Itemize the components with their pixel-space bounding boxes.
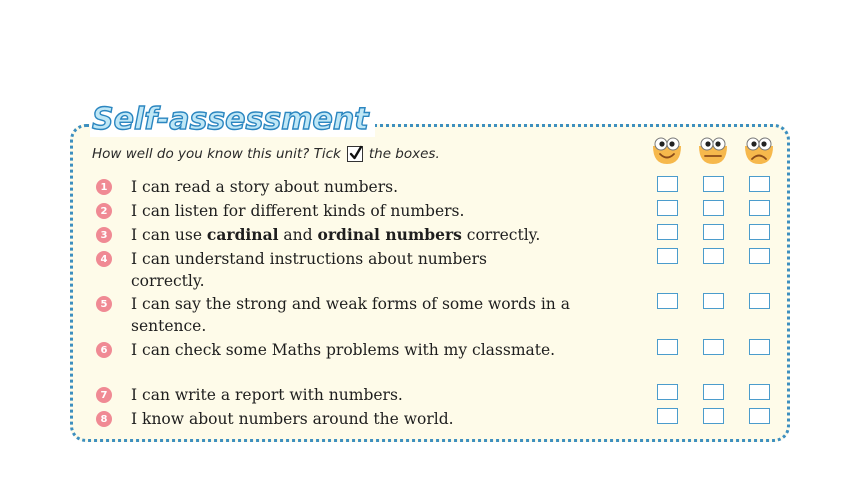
item-text xyxy=(131,176,651,198)
item-number-badge: 7 xyxy=(96,387,112,403)
checkbox-know-somewhat[interactable] xyxy=(703,293,724,309)
checkbox-not-sure[interactable] xyxy=(749,224,770,240)
bold-term: cardinal xyxy=(206,225,279,244)
item-text-run: I can check some Maths problems with my classmate. xyxy=(131,341,556,359)
list-item xyxy=(96,408,656,430)
item-number-badge: 3 xyxy=(96,227,112,243)
checkbox-not-sure[interactable] xyxy=(749,408,770,424)
item-text-run: I can say the strong and weak forms of some words in a sentence. xyxy=(131,295,570,335)
item-text xyxy=(131,384,651,406)
item-text-run: I can use xyxy=(131,226,207,244)
item-text xyxy=(131,224,651,246)
item-number-badge: 6 xyxy=(96,342,112,358)
list-item xyxy=(96,339,656,361)
checkbox-know-well[interactable] xyxy=(657,339,678,355)
checkbox-know-well[interactable] xyxy=(657,224,678,240)
checkbox-know-somewhat[interactable] xyxy=(703,408,724,424)
item-text-run: correctly. xyxy=(461,226,541,244)
item-text xyxy=(131,408,651,430)
item-text xyxy=(131,339,561,361)
list-item xyxy=(96,384,656,406)
checkbox-know-well[interactable] xyxy=(657,384,678,400)
item-number-badge: 2 xyxy=(96,203,112,219)
item-text-run: I can write a report with numbers. xyxy=(131,386,403,404)
checkbox-know-somewhat[interactable] xyxy=(703,176,724,192)
item-text-run: I can listen for different kinds of numbers. xyxy=(131,202,465,220)
item-text-run: I can understand instructions about numbers correctly. xyxy=(131,250,487,290)
checkbox-not-sure[interactable] xyxy=(749,176,770,192)
item-text-run: and xyxy=(278,226,318,244)
item-text xyxy=(131,248,561,292)
checkbox-not-sure[interactable] xyxy=(749,339,770,355)
checkbox-not-sure[interactable] xyxy=(749,384,770,400)
checkbox-not-sure[interactable] xyxy=(749,293,770,309)
checkbox-know-somewhat[interactable] xyxy=(703,339,724,355)
item-number-badge: 5 xyxy=(96,296,112,312)
item-number-badge: 8 xyxy=(96,411,112,427)
happy-face-icon xyxy=(650,136,684,166)
list-item xyxy=(96,176,656,198)
checkbox-know-somewhat[interactable] xyxy=(703,384,724,400)
list-item xyxy=(96,200,656,222)
bold-term: ordinal numbers xyxy=(317,225,462,244)
checkbox-not-sure[interactable] xyxy=(749,200,770,216)
item-text-run: I can read a story about numbers. xyxy=(131,178,399,196)
list-item xyxy=(96,224,656,246)
item-text xyxy=(131,200,651,222)
checkbox-know-well[interactable] xyxy=(657,408,678,424)
checkbox-not-sure[interactable] xyxy=(749,248,770,264)
section-title: Self-assessment xyxy=(90,103,375,137)
item-text-run: I know about numbers around the world. xyxy=(131,410,454,428)
checkbox-know-well[interactable] xyxy=(657,293,678,309)
item-number-badge: 1 xyxy=(96,179,112,195)
instruction-before: How well do you know this unit? Tick xyxy=(92,146,341,162)
list-item xyxy=(96,293,656,337)
checkbox-know-well[interactable] xyxy=(657,248,678,264)
checkbox-know-somewhat[interactable] xyxy=(703,224,724,240)
item-text xyxy=(131,293,646,337)
item-number-badge: 4 xyxy=(96,251,112,267)
tick-example-icon xyxy=(347,146,363,162)
list-item xyxy=(96,248,656,292)
checkbox-know-somewhat[interactable] xyxy=(703,200,724,216)
checkbox-know-well[interactable] xyxy=(657,200,678,216)
sad-face-icon xyxy=(742,136,776,166)
neutral-face-icon xyxy=(696,136,730,166)
instruction-text xyxy=(92,146,440,162)
checkbox-know-somewhat[interactable] xyxy=(703,248,724,264)
checkbox-know-well[interactable] xyxy=(657,176,678,192)
instruction-after: the boxes. xyxy=(368,146,440,162)
